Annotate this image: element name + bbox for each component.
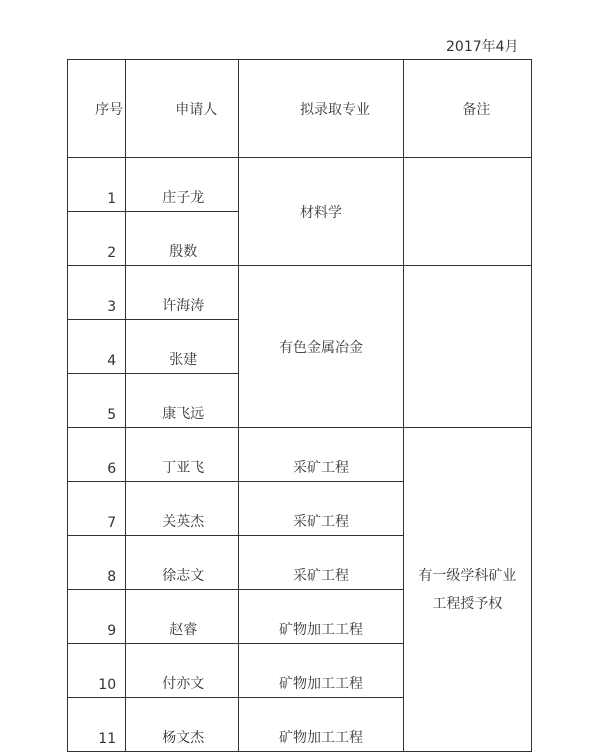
- note-group-a: [403, 158, 531, 266]
- row-applicant: 许海涛: [126, 266, 239, 320]
- row-major: 矿物加工工程: [239, 644, 403, 698]
- row-applicant: 杨文杰: [126, 698, 239, 752]
- major-group-b: 有色金属冶金: [239, 266, 403, 428]
- table-header-row: [68, 60, 532, 158]
- row-seq: 7: [68, 482, 126, 536]
- row-applicant: 付亦文: [126, 644, 239, 698]
- row-applicant: 关英杰: [126, 482, 239, 536]
- row-applicant: 丁亚飞: [126, 428, 239, 482]
- major-group-a: 材料学: [239, 158, 403, 266]
- row-applicant: 赵睿: [126, 590, 239, 644]
- row-seq: 8: [68, 536, 126, 590]
- header-major: 拟录取专业: [239, 60, 403, 158]
- table-row: [68, 266, 532, 320]
- row-applicant: 康飞远: [126, 374, 239, 428]
- row-seq: 11: [68, 698, 126, 752]
- row-seq: 10: [68, 644, 126, 698]
- row-major: 矿物加工工程: [239, 698, 403, 752]
- row-major: 采矿工程: [239, 428, 403, 482]
- row-applicant: 庄子龙: [126, 158, 239, 212]
- table-row: [68, 428, 532, 482]
- row-major: 采矿工程: [239, 536, 403, 590]
- header-applicant: 申请人: [126, 60, 239, 158]
- note-group-b: [403, 266, 531, 428]
- row-major: 采矿工程: [239, 482, 403, 536]
- row-seq: 2: [68, 212, 126, 266]
- row-seq: 4: [68, 320, 126, 374]
- row-applicant: 徐志文: [126, 536, 239, 590]
- row-applicant: 殷数: [126, 212, 239, 266]
- admission-table: [67, 59, 532, 752]
- row-applicant: 张建: [126, 320, 239, 374]
- document-date: 2017年4月: [446, 39, 519, 55]
- table-row: [68, 158, 532, 212]
- row-seq: 1: [68, 158, 126, 212]
- header-seq: 序号: [68, 60, 126, 158]
- row-seq: 9: [68, 590, 126, 644]
- note-group-c: [403, 428, 531, 752]
- row-seq: 5: [68, 374, 126, 428]
- note-group-c-text: 有一级学科矿业工程授予权: [418, 567, 517, 612]
- row-major: 矿物加工工程: [239, 590, 403, 644]
- header-note: 备注: [403, 60, 531, 158]
- row-seq: 3: [68, 266, 126, 320]
- row-seq: 6: [68, 428, 126, 482]
